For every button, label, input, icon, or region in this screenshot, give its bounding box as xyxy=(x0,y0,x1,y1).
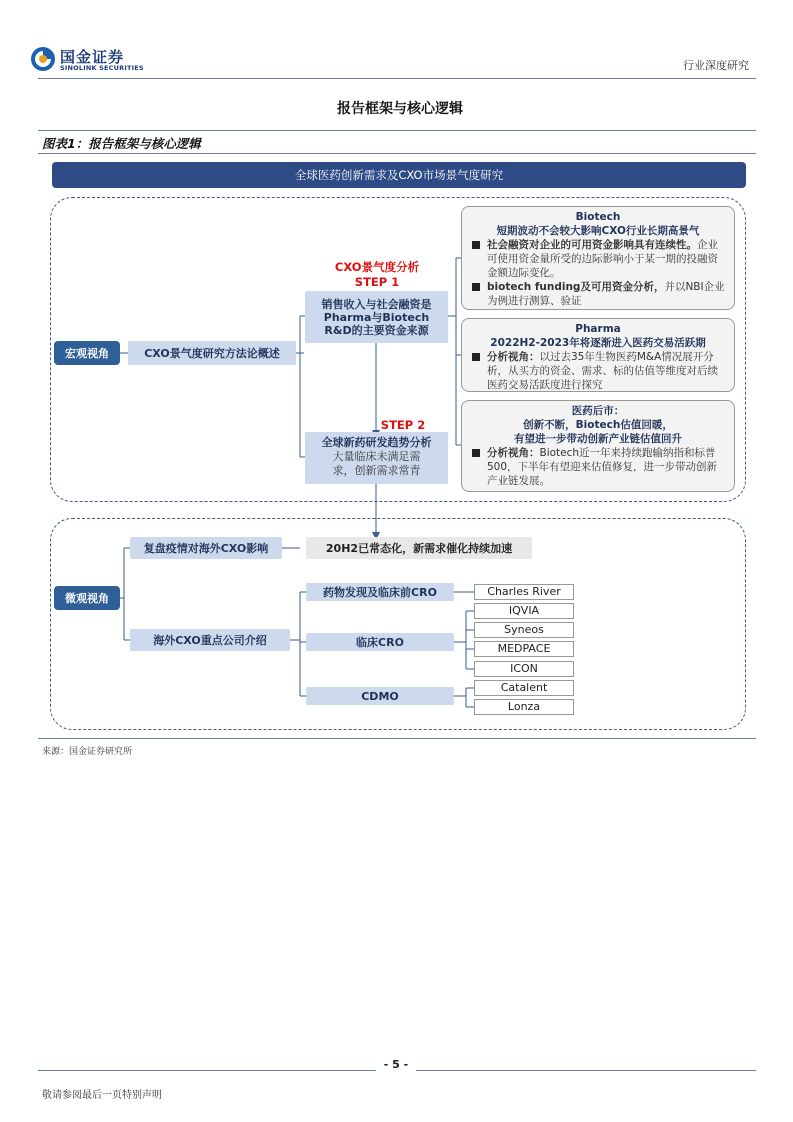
figure-banner: 全球医药创新需求及CXO市场景气度研究 xyxy=(52,162,746,188)
macro-view-label: 宏观视角 xyxy=(54,341,120,365)
pharma-card-title: Pharma xyxy=(575,323,621,335)
pharma-bullet-bold: 分析视角： xyxy=(487,351,540,363)
market-bullet-rest: Biotech近一年来持续跑输纳指和标普500，下半年有望迎来估值修复，进一步带动创新产业链发展。 xyxy=(487,447,718,487)
company-icon: ICON xyxy=(474,661,574,677)
biotech-bullet-2-rest: 并以NBI企业为例进行测算、验证 xyxy=(487,281,725,307)
rnd-trend-title: 全球新药研发趋势分析 xyxy=(321,436,432,449)
figure-bottom-rule xyxy=(38,738,756,739)
funding-source-box: 销售收入与社会融资是Pharma与Biotech R&D的主要资金来源 xyxy=(305,291,448,343)
biotech-bullet-1-bold: 社会融资对企业的可用资金影响具有连续性。 xyxy=(487,239,697,251)
biotech-card-title: Biotech xyxy=(575,211,621,223)
cdmo-box: CDMO xyxy=(306,687,454,705)
market-outlook-card xyxy=(461,400,735,492)
pharma-bullet xyxy=(470,350,726,392)
header-report-type: 行业深度研究 xyxy=(683,59,749,72)
page-number: - 5 - xyxy=(376,1058,416,1071)
bullet-square-icon xyxy=(472,353,480,361)
bullet-square-icon xyxy=(472,449,480,457)
logo-cn-text: 国金证券 xyxy=(60,48,125,66)
market-bullet-bold: 分析视角： xyxy=(487,447,540,459)
biotech-card xyxy=(461,206,735,310)
pharma-bullet-rest: 以过去35年生物医药M&A情况展开分析，从买方的资金、需求、标的估值等维度对后续医药交易活跃度进行探究 xyxy=(487,351,718,391)
pandemic-review-result: 20H2已常态化，新需求催化持续加速 xyxy=(306,537,532,559)
section-title: 报告框架与核心逻辑 xyxy=(337,101,463,117)
biotech-card-subtitle: 短期波动不会较大影响CXO行业长期高景气 xyxy=(496,225,700,237)
discovery-cro-box: 药物发现及临床前CRO xyxy=(306,583,454,601)
market-bullet xyxy=(470,446,726,488)
market-card-line3: 有望进一步带动创新产业链估值回升 xyxy=(514,433,682,445)
micro-view-label: 微观视角 xyxy=(54,586,120,610)
company-syneos: Syneos xyxy=(474,622,574,638)
key-companies-box: 海外CXO重点公司介绍 xyxy=(130,629,290,651)
company-charles-river: Charles River xyxy=(474,584,574,600)
rnd-trend-box xyxy=(305,432,448,484)
step1-label: STEP 1 xyxy=(354,275,400,289)
company-medpace: MEDPACE xyxy=(474,641,574,657)
bullet-square-icon xyxy=(472,241,480,249)
biotech-bullet-1-rest: 企业可使用资金量所受的边际影响小于某一期的投融资金额边际变化。 xyxy=(487,239,718,279)
market-card-line2: 创新不断，Biotech估值回暖， xyxy=(523,419,673,431)
biotech-bullet-2-bold: biotech funding及可用资金分析， xyxy=(487,281,665,293)
step1-title: CXO景气度分析 xyxy=(334,260,420,274)
company-catalent: Catalent xyxy=(474,680,574,696)
pharma-card-subtitle: 2022H2-2023年将逐渐进入医药交易活跃期 xyxy=(490,337,706,349)
pandemic-review-box: 复盘疫情对海外CXO影响 xyxy=(130,537,282,559)
biotech-bullet-1 xyxy=(470,238,726,280)
company-lonza: Lonza xyxy=(474,699,574,715)
rnd-trend-sub: 大量临床未满足需求，创新需求常青 xyxy=(332,450,421,477)
logo-en-text: SINOLINK SECURITIES xyxy=(60,64,144,72)
biotech-bullet-2 xyxy=(470,280,726,308)
methodology-box: CXO景气度研究方法论概述 xyxy=(128,341,296,365)
figure-source: 来源：国金证券研究所 xyxy=(42,747,133,757)
footer-disclaimer: 敬请参阅最后一页特别声明 xyxy=(42,1090,162,1101)
pharma-card xyxy=(461,318,735,392)
company-iqvia: IQVIA xyxy=(474,603,574,619)
market-card-title: 医药后市： xyxy=(571,405,625,417)
step2-label: STEP 2 xyxy=(380,418,426,432)
clinical-cro-box: 临床CRO xyxy=(306,633,454,651)
figure-title: 图表1：报告框架与核心逻辑 xyxy=(42,136,201,151)
bullet-square-icon xyxy=(472,283,480,291)
